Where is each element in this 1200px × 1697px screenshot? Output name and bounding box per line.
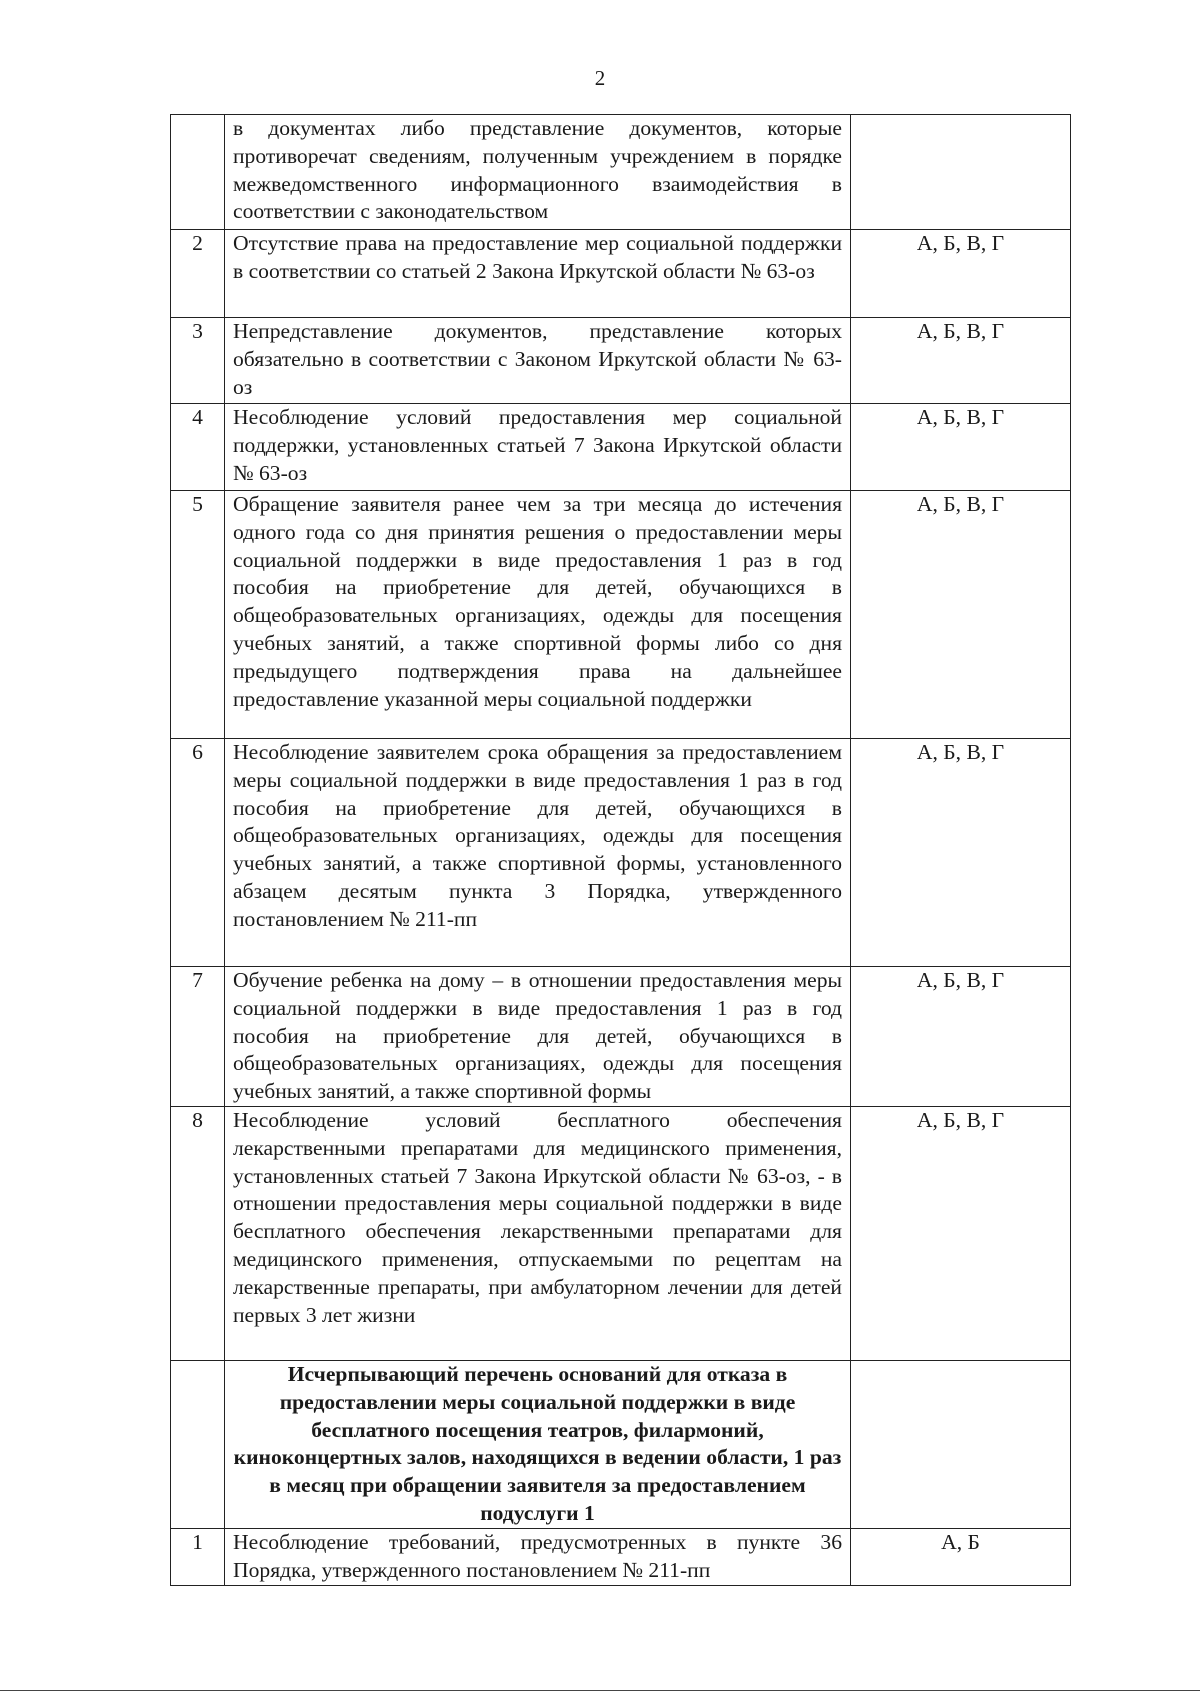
table-row — [171, 739, 1071, 967]
row-grounds: А, Б, В, Г — [851, 318, 1071, 404]
row-grounds — [851, 115, 1071, 230]
row-grounds: А, Б, В, Г — [851, 230, 1071, 318]
row-text: Несоблюдение требований, предусмотренных в пункте 36 Порядка, утвержденного постановлением № 211-пп — [225, 1528, 851, 1585]
table-row — [171, 967, 1071, 1107]
table-row — [171, 404, 1071, 491]
table-row — [171, 318, 1071, 404]
table-row — [171, 1528, 1071, 1585]
row-number: 1 — [171, 1528, 225, 1585]
row-text: Несоблюдение заявителем срока обращения за предоставлением меры социальной поддержки в виде предоставления 1 раз в год пособия на приобретение для детей, обучающихся в общеобразовательных организациях, одежды для посещения учебных занятий, а также спортивной формы, установленного абзацем десятым пункта 3 Порядка, утвержденного постановлением № 211-пп — [225, 739, 851, 967]
refusal-grounds-table — [170, 114, 1071, 1586]
row-number: 2 — [171, 230, 225, 318]
row-text: Отсутствие права на предоставление мер социальной поддержки в соответствии со статьей 2 Закона Иркутской области № 63-оз — [225, 230, 851, 318]
table-row — [171, 1106, 1071, 1360]
row-number: 8 — [171, 1106, 225, 1360]
section-heading-row — [171, 1360, 1071, 1528]
row-number: 5 — [171, 491, 225, 739]
row-text: Несоблюдение условий предоставления мер социальной поддержки, установленных статьей 7 Закона Иркутской области № 63-оз — [225, 404, 851, 491]
section-heading: Исчерпывающий перечень оснований для отказа в предоставлении меры социальной поддержки в виде бесплатного посещения театров, филармоний, киноконцертных залов, находящихся в ведении области, 1 раз в месяц при обращении заявителя за предоставлением подуслуги 1 — [225, 1360, 851, 1528]
row-number: 6 — [171, 739, 225, 967]
row-number: 3 — [171, 318, 225, 404]
row-text: Несоблюдение условий бесплатного обеспечения лекарственными препаратами для медицинского применения, установленных статьей 7 Закона Иркутской области № 63-оз, - в отношении предоставления меры социальной поддержки в виде бесплатного обеспечения лекарственными препаратами для медицинского применения, отпускаемыми по рецептам на лекарственные препараты, при амбулаторном лечении для детей первых 3 лет жизни — [225, 1106, 851, 1360]
row-text: Непредставление документов, представление которых обязательно в соответствии с Законом Иркутской области № 63-оз — [225, 318, 851, 404]
row-grounds: А, Б, В, Г — [851, 404, 1071, 491]
row-number: 7 — [171, 967, 225, 1107]
row-number: 4 — [171, 404, 225, 491]
table-row — [171, 230, 1071, 318]
row-number-empty — [171, 1360, 225, 1528]
row-text: Обучение ребенка на дому – в отношении предоставления меры социальной поддержки в виде предоставления 1 раз в год пособия на приобретение для детей, обучающихся в общеобразовательных организациях, одежды для посещения учебных занятий, а также спортивной формы — [225, 967, 851, 1107]
row-grounds-empty — [851, 1360, 1071, 1528]
row-number — [171, 115, 225, 230]
row-text: в документах либо представление документов, которые противоречат сведениям, полученным учреждением в порядке межведомственного информационного взаимодействия в соответствии с законодательством — [225, 115, 851, 230]
page-number: 2 — [594, 66, 606, 90]
row-grounds: А, Б — [851, 1528, 1071, 1585]
row-text: Обращение заявителя ранее чем за три месяца до истечения одного года со дня принятия решения о предоставлении меры социальной поддержки в виде предоставления 1 раз в год пособия на приобретение для детей, обучающихся в общеобразовательных организациях, одежды для посещения учебных занятий, а также спортивной формы либо со дня предыдущего подтверждения права на дальнейшее предоставление указанной меры социальной поддержки — [225, 491, 851, 739]
row-grounds: А, Б, В, Г — [851, 1106, 1071, 1360]
row-grounds: А, Б, В, Г — [851, 739, 1071, 967]
page-bottom-divider — [0, 1690, 1200, 1691]
table-row — [171, 491, 1071, 739]
table-row — [171, 115, 1071, 230]
row-grounds: А, Б, В, Г — [851, 967, 1071, 1107]
row-grounds: А, Б, В, Г — [851, 491, 1071, 739]
